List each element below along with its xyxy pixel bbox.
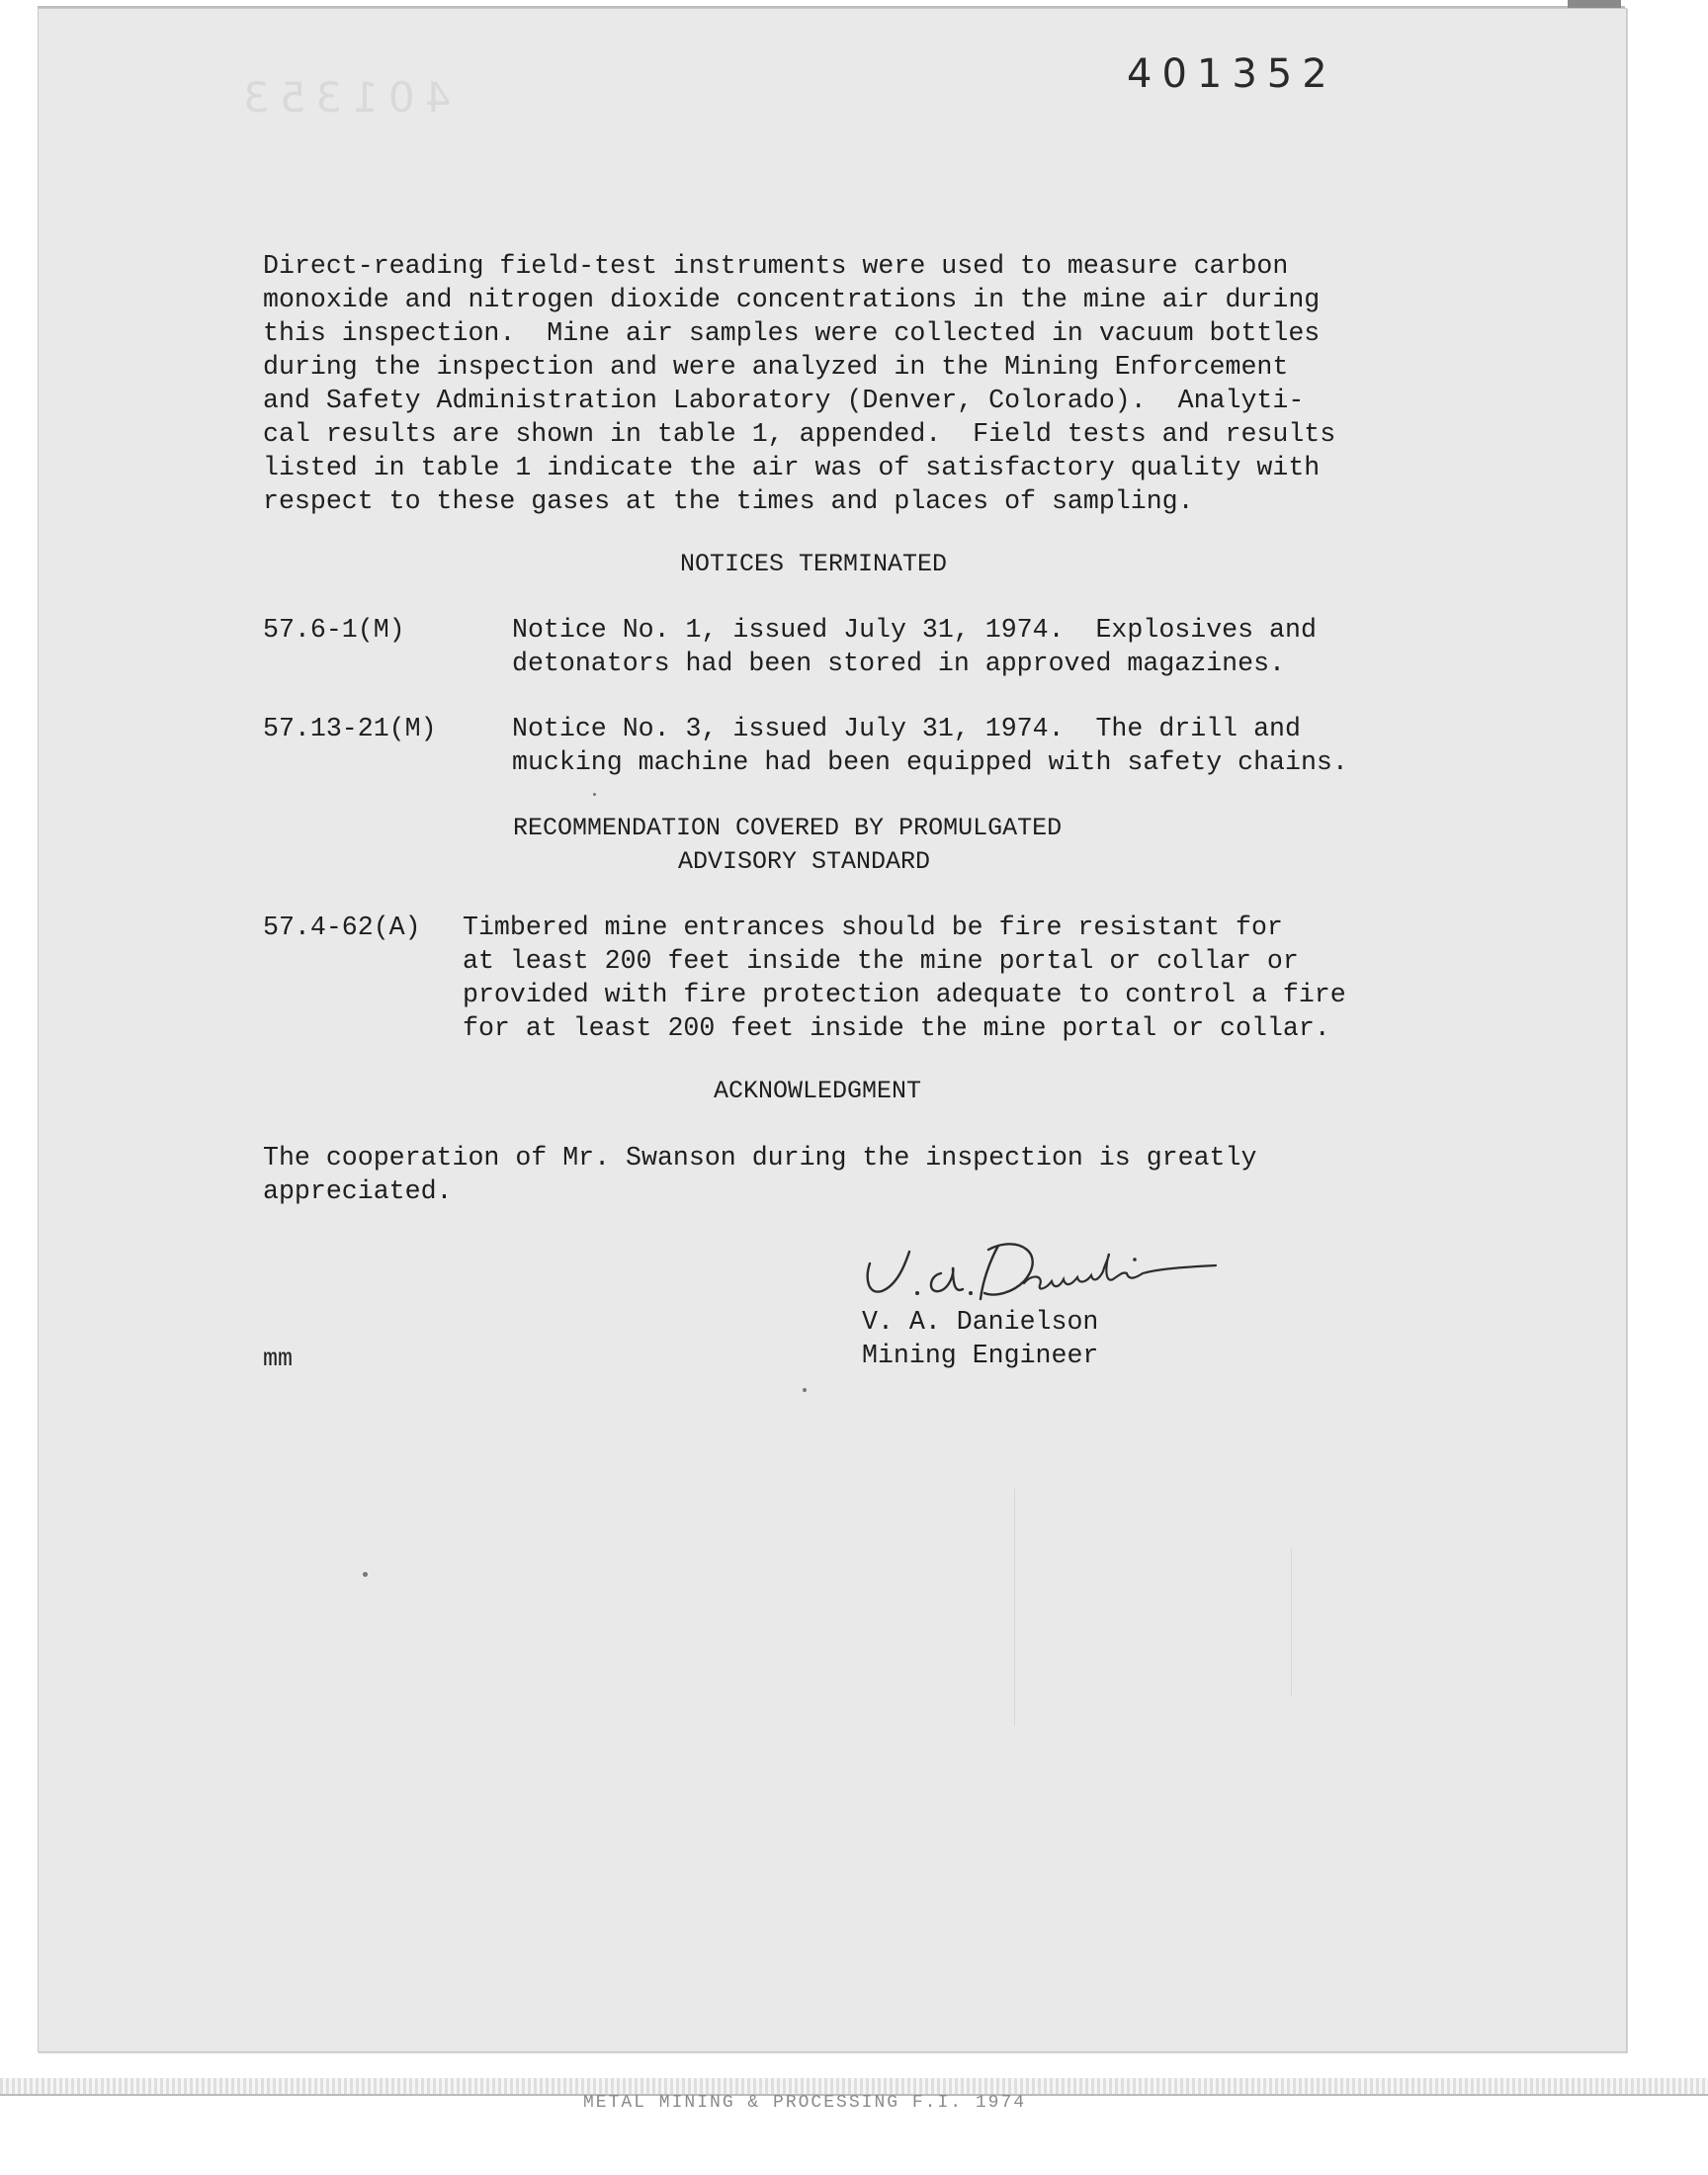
body-paragraph: Direct-reading field-test instruments were used to measure carbon monoxide and nitrogen dioxide concentrations in the mine air during this inspection. Mine air samples were collected in vacuum bottles during the inspection and were analyzed in the Mining Enforcement and Safety Administration Laboratory (Denver, Colorado). Analyti- cal results are shown in table 1, appended. Field tests and results listed in table 1 indicate the air was of satisfactory quality with respect to these gases at the times and places of sampling. [263, 251, 1336, 516]
document-number: 401352 [1127, 51, 1337, 97]
recommendation-text: Timbered mine entrances should be fire resistant for at least 200 feet inside the mine portal or collar or provided with fire protection adequate to control a fire for at least 200 feet inside the mine portal or collar. [463, 913, 1346, 1043]
notice-text: Notice No. 1, issued July 31, 1974. Explosives and detonators had been stored in approved magazines. [512, 615, 1317, 678]
notice-code: 57.13-21(M) [263, 714, 437, 743]
scan-speck [363, 1572, 368, 1577]
recommendation-code: 57.4-62(A) [263, 913, 421, 942]
scan-footer-strip [0, 2078, 1708, 2094]
handwritten-signature [850, 1224, 1245, 1313]
signer-name: V. A. Danielson [862, 1307, 1099, 1337]
cut-off-footer-text: METAL MINING & PROCESSING F.I. 1974 [583, 2093, 1027, 2113]
notices-terminated-heading: NOTICES TERMINATED [680, 550, 948, 578]
typist-initials: mm [263, 1345, 294, 1373]
scan-speck [803, 1388, 807, 1392]
acknowledgment-text: The cooperation of Mr. Swanson during the inspection is greatly appreciated. [263, 1143, 1257, 1206]
scan-speck [593, 793, 596, 796]
faint-scan-line [1291, 1548, 1292, 1696]
notice-code: 57.6-1(M) [263, 615, 405, 645]
signer-title: Mining Engineer [862, 1341, 1099, 1370]
bleed-through-number: 401353 [233, 73, 452, 122]
notice-text: Notice No. 3, issued July 31, 1974. The drill and mucking machine had been equipped with safety chains. [512, 714, 1348, 777]
recommendation-heading-line2: ADVISORY STANDARD [678, 847, 931, 876]
recommendation-heading-line1: RECOMMENDATION COVERED BY PROMULGATED [513, 814, 1063, 842]
faint-scan-line [1014, 1489, 1015, 1726]
acknowledgment-heading: ACKNOWLEDGMENT [714, 1077, 922, 1105]
